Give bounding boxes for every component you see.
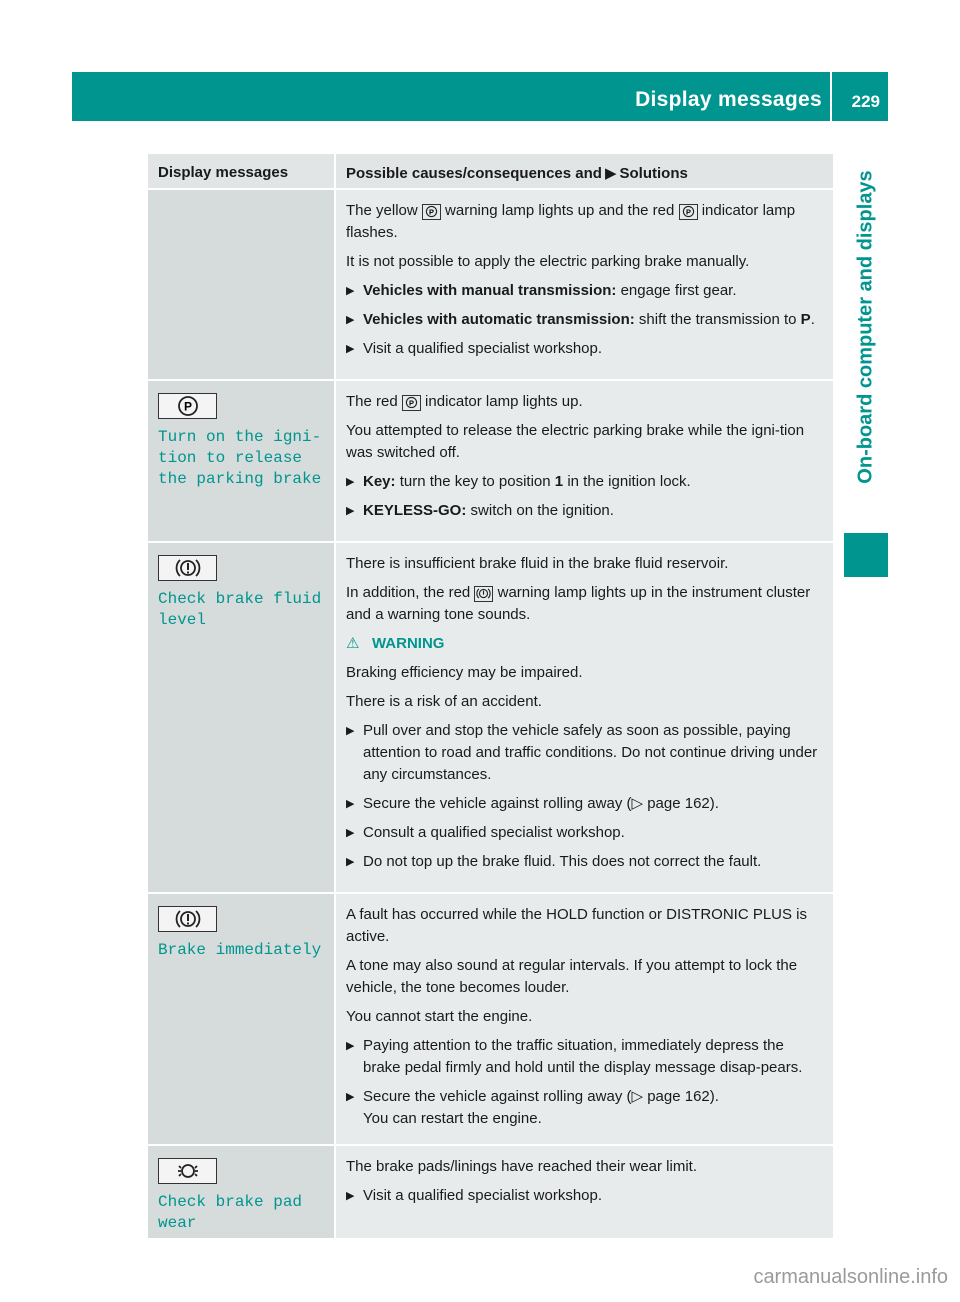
bullet-arrow-icon: ▶ (346, 285, 355, 297)
svg-text:P: P (428, 207, 434, 217)
bullet-arrow-icon: ▶ (346, 856, 355, 868)
bullet-arrow-icon: ▶ (346, 798, 355, 810)
bullet-arrow-icon: ▶ (346, 1091, 355, 1103)
table-row (148, 543, 833, 892)
solution-cell: There is insufficient brake fluid in the brake fluid reservoir. In addition, the red warning lamp lights up in the instrument cluster and a warning tone sounds. ⚠ WARNING Braking efficiency may be impaired. There is a risk of an accident. ▶ Pull over and stop the vehicle safely as soon as possible, paying attention to road and traffic conditions. Do not continue driving under any circumstances. ▶ Secure the vehicle against rolling away (▷ page 162). ▶ Consult a qualified specialist workshop. ▶ Do not top up the brake fluid. This does not correct the fault. (336, 543, 833, 892)
message-cell (148, 190, 334, 379)
table-row (148, 1146, 833, 1238)
header-cell-causes: Possible causes/consequences and ▶ Solutions (336, 154, 833, 188)
display-message: Brake immediately (158, 941, 322, 959)
page-ref-icon: ▷ (631, 795, 644, 812)
watermark: carmanualsonline.info (753, 1266, 948, 1288)
arrow-right-icon: ▶ (604, 165, 617, 182)
display-message: Turn on the igni‐ tion to release the parking brake (158, 428, 322, 488)
message-cell (148, 543, 334, 892)
header-bar (72, 72, 888, 121)
parking-brake-icon (402, 395, 421, 411)
table-row (148, 190, 833, 379)
parking-brake-icon (422, 204, 441, 220)
svg-text:P: P (408, 398, 414, 408)
table-header (148, 154, 833, 188)
side-tab (844, 121, 888, 533)
table-row (148, 381, 833, 541)
solution-cell: The yellow P warning lamp lights up and the red P indicator lamp flashes. It is not possible to apply the electric parking brake manually. ▶ Vehicles with manual transmission: engage first gear. ▶ Vehicles with automatic transmission: shift the transmission to P. ▶ Visit a qualified specialist workshop. (336, 190, 833, 379)
bullet-arrow-icon: ▶ (346, 505, 355, 517)
brake-warning-icon (158, 906, 217, 932)
solution-cell: The red P indicator lamp lights up. You attempted to release the electric parking brake while the igni‐tion was switched off. ▶ Key: turn the key to position 1 in the ignition lock. ▶ KEYLESS-GO: switch on the ignition. (336, 381, 833, 541)
message-cell (148, 894, 334, 1144)
message-cell (148, 381, 334, 541)
message-cell (148, 1146, 334, 1238)
brake-warning-icon (158, 555, 217, 581)
header-divider (830, 72, 832, 121)
side-tab-label: On-board computer and displays (854, 170, 877, 484)
bullet-arrow-icon: ▶ (346, 725, 355, 737)
parking-brake-icon (679, 204, 698, 220)
display-messages-table (148, 154, 833, 1240)
brake-pad-wear-icon (158, 1158, 217, 1184)
bullet-arrow-icon: ▶ (346, 314, 355, 326)
side-tab-marker (844, 533, 888, 577)
page-title: Display messages (635, 88, 822, 111)
bullet-arrow-icon: ▶ (346, 1190, 355, 1202)
warning-triangle-icon: ⚠ (346, 635, 360, 652)
display-message: Check brake fluid level (158, 590, 322, 629)
parking-brake-icon (158, 393, 217, 419)
header-cell-messages: Display messages (148, 154, 334, 188)
solution-cell: The brake pads/linings have reached their wear limit. ▶ Visit a qualified specialist workshop. (336, 1146, 833, 1238)
svg-text:P: P (685, 207, 691, 217)
table-row (148, 894, 833, 1144)
bullet-arrow-icon: ▶ (346, 476, 355, 488)
display-message: Check brake pad wear (158, 1193, 303, 1232)
bullet-arrow-icon: ▶ (346, 827, 355, 839)
bullet-arrow-icon: ▶ (346, 1040, 355, 1052)
brake-warning-icon (474, 586, 493, 602)
solution-cell: A fault has occurred while the HOLD function or DISTRONIC PLUS is active. A tone may also sound at regular intervals. If you attempt to lock the vehicle, the tone becomes louder. You cannot start the engine. ▶ Paying attention to the traffic situation, immediately depress the brake pedal firmly and hold until the display message disap‐pears. ▶ Secure the vehicle against rolling away (▷ page 162). You can restart the engine. (336, 894, 833, 1144)
page-ref-icon: ▷ (631, 1088, 644, 1105)
svg-text:P: P (183, 399, 192, 414)
bullet-arrow-icon: ▶ (346, 343, 355, 355)
page-number: 229 (851, 92, 880, 111)
